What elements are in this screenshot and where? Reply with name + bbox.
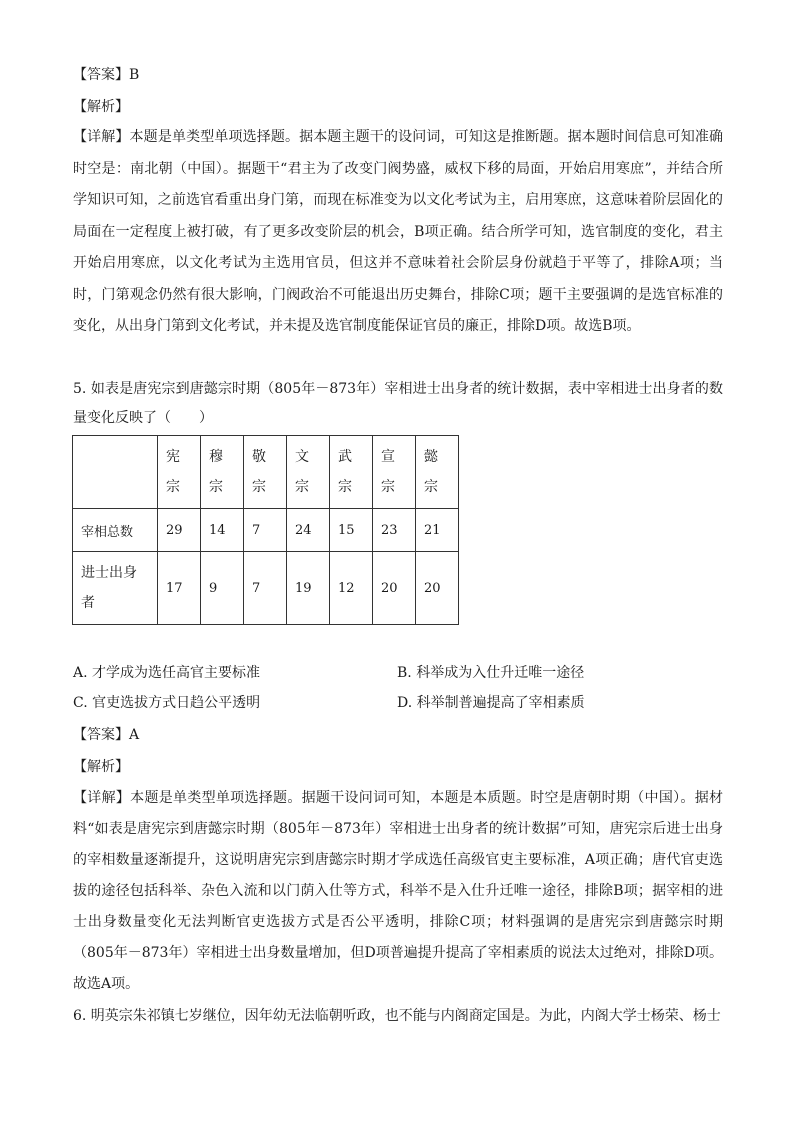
table-cell: 23 bbox=[373, 509, 416, 552]
table-header-cell: 宣宗 bbox=[373, 436, 416, 509]
option-d: D. 科举制普遍提高了宰相素质 bbox=[397, 695, 585, 711]
table-cell: 14 bbox=[201, 509, 244, 552]
q5-answer-label: 【答案】 bbox=[73, 727, 129, 743]
q4-answer-value: B bbox=[129, 67, 140, 83]
table-cell: 15 bbox=[330, 509, 373, 552]
q5-answer-value: A bbox=[129, 727, 140, 743]
table-header-cell: 宪宗 bbox=[158, 436, 201, 509]
option-b: B. 科举成为入仕升迁唯一途径 bbox=[397, 665, 585, 681]
table-cell: 20 bbox=[373, 552, 416, 625]
q6-stem: 6. 明英宗朱祁镇七岁继位，因年幼无法临朝听政，也不能与内阁商定国是。为此，内阁大学士杨荣、杨士 bbox=[73, 1008, 721, 1024]
table-cell: 7 bbox=[244, 552, 287, 625]
table-cell: 24 bbox=[287, 509, 330, 552]
table-cell: 29 bbox=[158, 509, 201, 552]
q5-stats-table bbox=[72, 435, 459, 625]
table-corner-cell bbox=[73, 436, 158, 509]
q5-detail-text: 本题是单类型单项选择题。据题干设问词可知，本题是本质题。时空是唐朝时期（中国）。据材料“如表是唐宪宗到唐懿宗时期（805年－873年）宰相进士出身者的统计数据”可知，唐宪宗后进士出身的宰相数量逐渐提升，这说明唐宪宗到唐懿宗时期才学成选任高级官吏主要标准，A项正确；唐代官吏选拔的途径包括科举、杂色入流和以门荫入仕等方式，科举不是入仕升迁唯一途径，排除B项；据宰相的进士出身数量变化无法判断官吏选拔方式是否公平透明，排除C项；材料强调的是唐宪宗到唐懿宗时期（805年－873年）宰相进士出身数量增加，但D项普遍提升提高了宰相素质的说法太过绝对，排除D项。故选A项。 bbox=[73, 790, 723, 992]
table-header-cell: 武宗 bbox=[330, 436, 373, 509]
table-header-cell: 穆宗 bbox=[201, 436, 244, 509]
table-cell: 7 bbox=[244, 509, 287, 552]
table-header-cell: 敬宗 bbox=[244, 436, 287, 509]
table-row-label: 进士出身者 bbox=[73, 552, 158, 625]
q5-analysis-label: 【解析】 bbox=[73, 759, 129, 775]
q5-detail-label: 【详解】 bbox=[73, 790, 131, 806]
table-row bbox=[73, 509, 459, 552]
q4-detail-label: 【详解】 bbox=[73, 129, 130, 145]
q5-stem: 5. 如表是唐宪宗到唐懿宗时期（805年－873年）宰相进士出身者的统计数据，表中宰相进士出身者的数量变化反映了（ ） bbox=[73, 381, 723, 426]
q4-detail-paragraph bbox=[73, 122, 723, 343]
option-c: C. 官吏选拔方式日趋公平透明 bbox=[73, 695, 261, 711]
q4-analysis-label: 【解析】 bbox=[73, 99, 129, 115]
q5-answer-line bbox=[73, 725, 729, 745]
table-cell: 21 bbox=[416, 509, 459, 552]
table-row-label: 宰相总数 bbox=[73, 509, 158, 552]
table-header-cell: 懿宗 bbox=[416, 436, 459, 509]
table-cell: 12 bbox=[330, 552, 373, 625]
table-row bbox=[73, 552, 459, 625]
table-header-row bbox=[73, 436, 459, 509]
q5-detail-paragraph bbox=[73, 783, 723, 1000]
q4-detail-text: 本题是单类型单项选择题。据本题主题干的设问词，可知这是推断题。据本题时间信息可知准确时空是：南北朝（中国）。据题干“君主为了改变门阀势盛，威权下移的局面，开始启用寒庶”，并结合所学知识可知，之前选官看重出身门第，而现在标准变为以文化考试为主，启用寒庶，这意味着阶层固化的局面在一定程度上被打破，有了更多改变阶层的机会，B项正确。结合所学可知，选官制度的变化，君主开始启用寒庶，以文化考试为主选用官员，但这并不意味着社会阶层身份就趋于平等了，排除A项；当时，门第观念仍然有很大影响，门阀政治不可能退出历史舞台，排除C项；题干主要强调的是选官标准的变化，从出身门第到文化考试，并未提及选官制度能保证官员的廉正，排除D项。故选B项。 bbox=[73, 129, 724, 334]
table-cell: 19 bbox=[287, 552, 330, 625]
q4-answer-line bbox=[73, 65, 729, 85]
table-cell: 17 bbox=[158, 552, 201, 625]
option-a: A. 才学成为选任高官主要标准 bbox=[73, 665, 261, 681]
table-cell: 9 bbox=[201, 552, 244, 625]
table-header-cell: 文宗 bbox=[287, 436, 330, 509]
q4-answer-label: 【答案】 bbox=[73, 67, 129, 83]
table-cell: 20 bbox=[416, 552, 459, 625]
